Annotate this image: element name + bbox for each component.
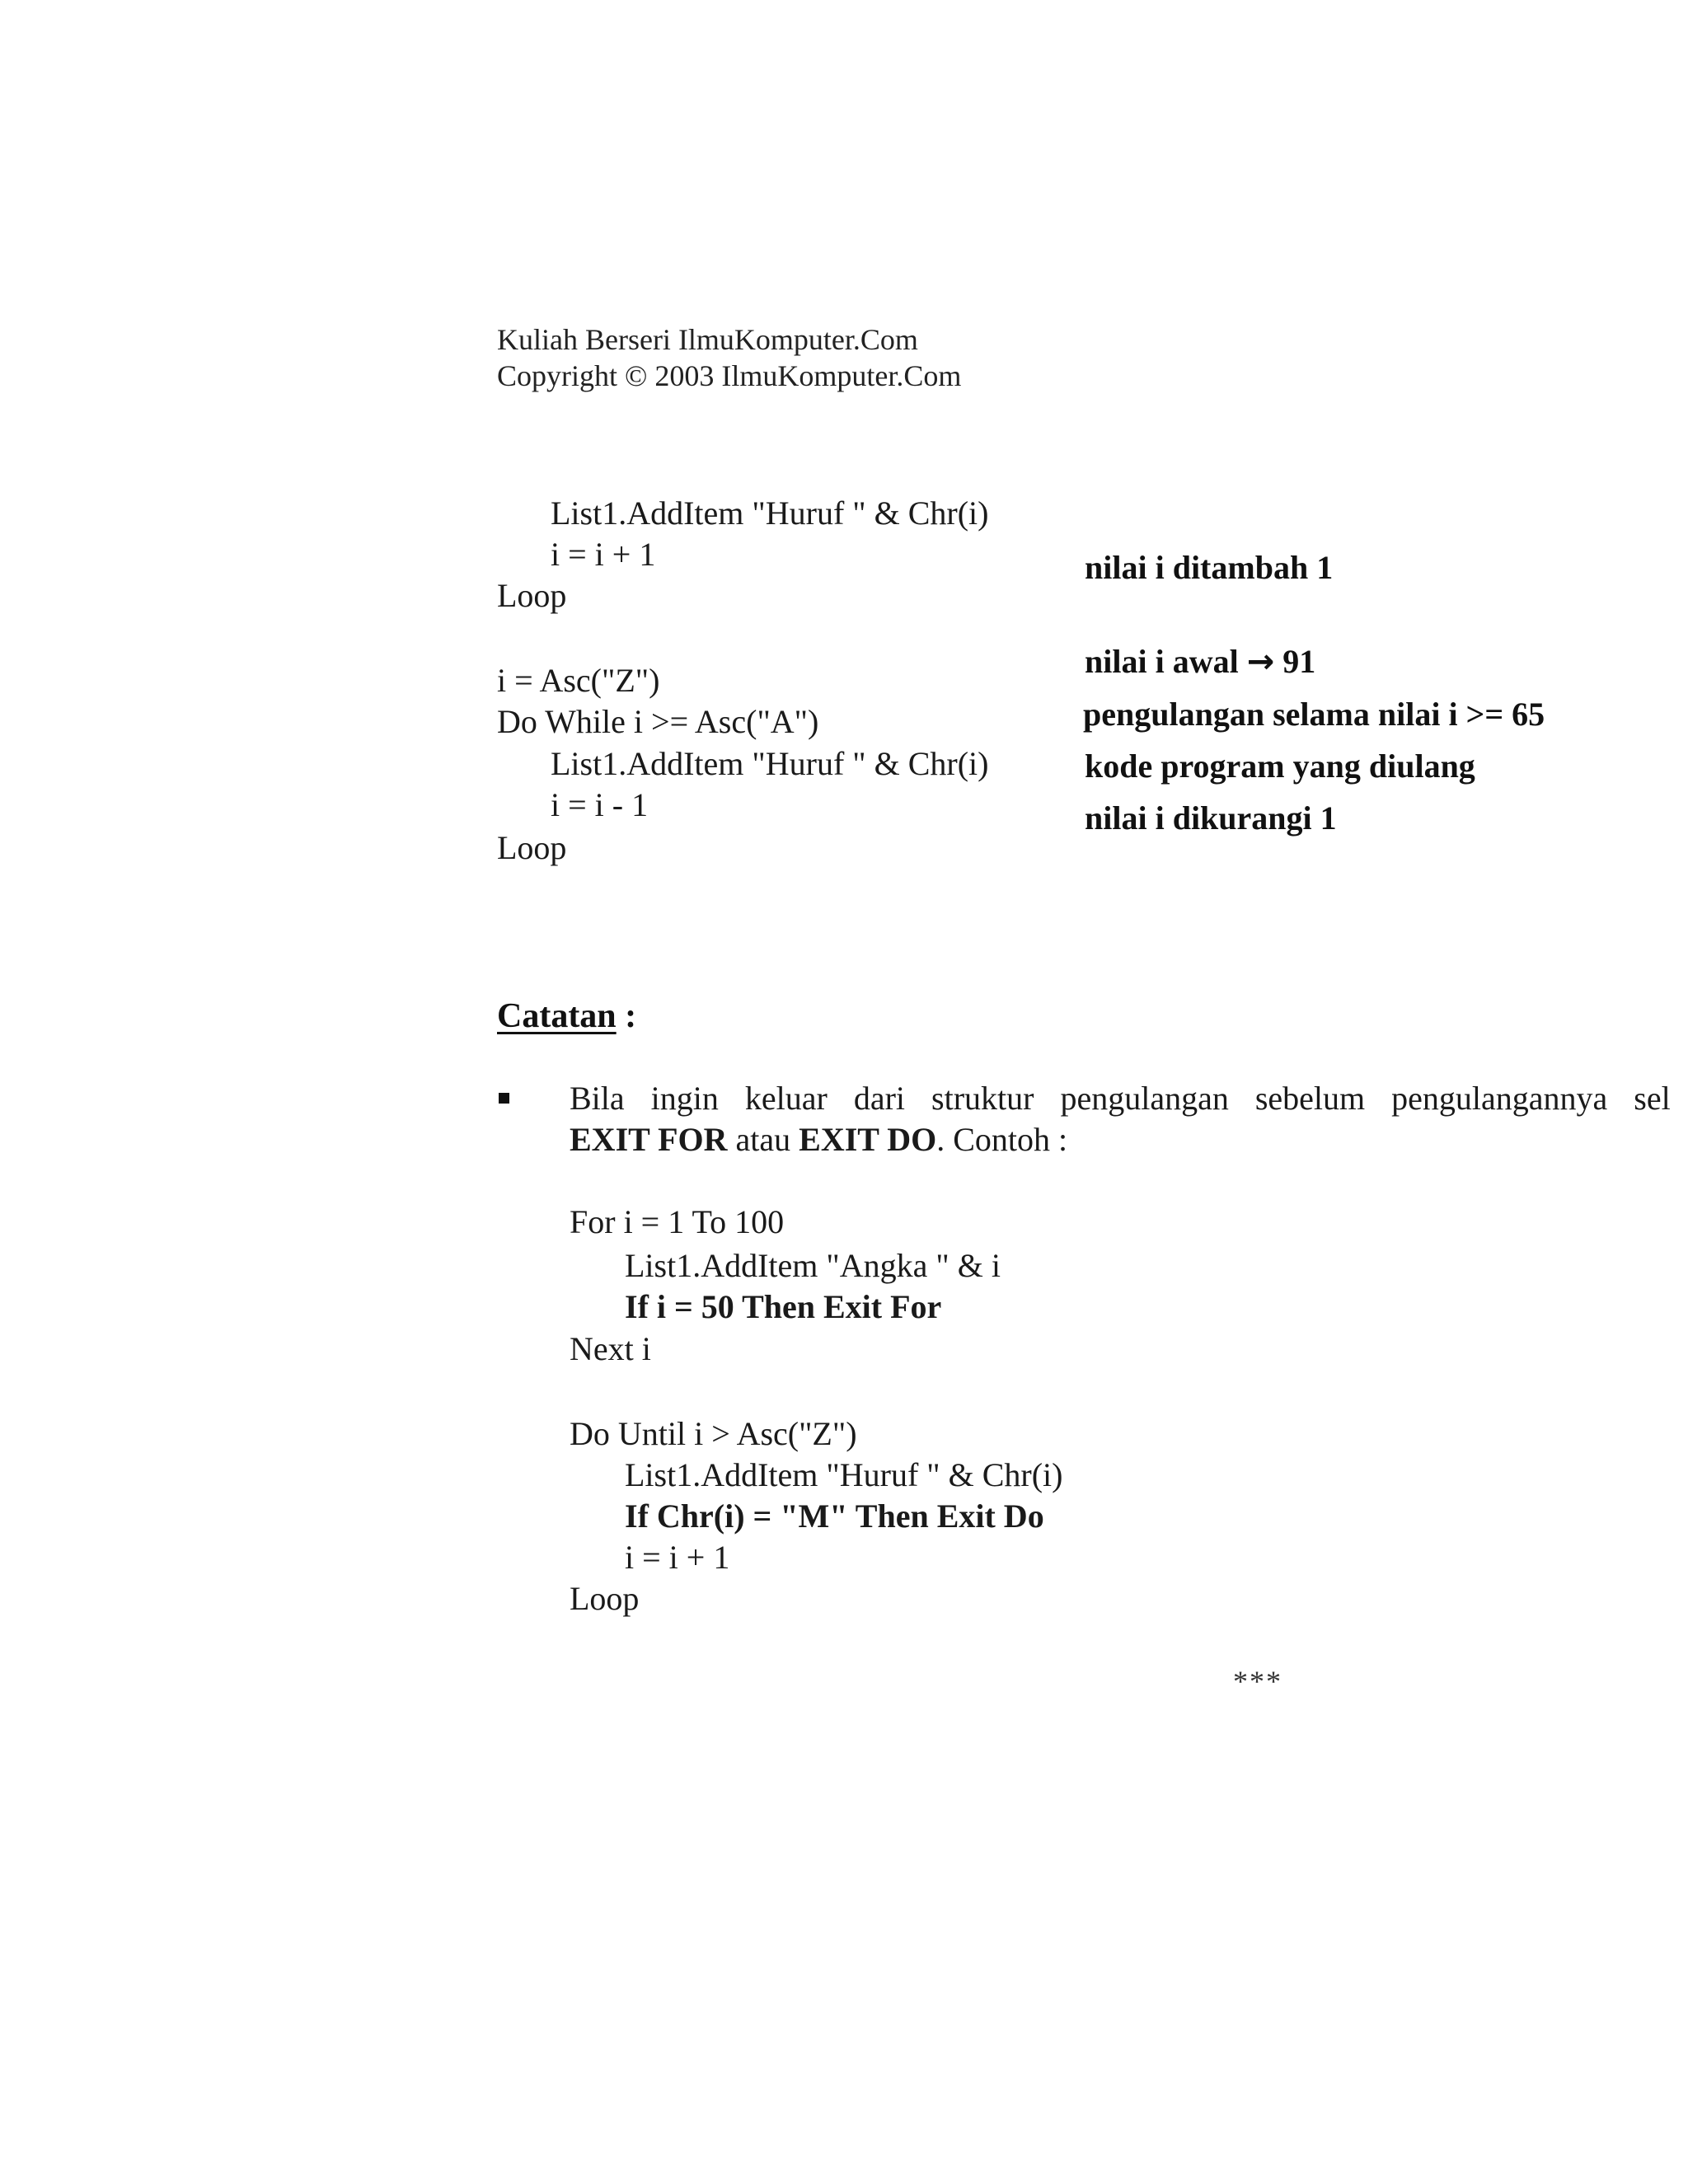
code-line: i = i + 1 [625,1539,730,1576]
code-line: Loop [497,829,567,866]
code-line: List1.AddItem "Huruf " & Chr(i) [625,1456,1063,1493]
note-ditambah: nilai i ditambah 1 [1085,549,1334,586]
code-line: For i = 1 To 100 [570,1203,785,1240]
code-line: If i = 50 Then Exit For [625,1288,942,1325]
header-line-2: Copyright © 2003 IlmuKomputer.Com [497,359,962,392]
note-awal: nilai i awal → 91 [1085,643,1316,681]
code-line: List1.AddItem "Huruf " & Chr(i) [551,494,989,532]
code-line: i = i - 1 [551,786,649,823]
code-line: i = i + 1 [551,536,656,573]
code-line: Loop [570,1580,640,1617]
section-end-stars: *** [1233,1665,1282,1698]
bullet-text-line-2: EXIT FOR atau EXIT DO. Contoh : [570,1121,1068,1158]
code-line: If Chr(i) = "M" Then Exit Do [625,1497,1044,1535]
note-diulang: kode program yang diulang [1085,748,1475,785]
code-line: Loop [497,577,567,614]
code-line: List1.AddItem "Angka " & i [625,1247,1001,1284]
code-line: Next i [570,1330,651,1367]
bullet-text-line-1: Bila ingin keluar dari struktur pengulangan sebelum pengulangannya sel [570,1080,1671,1117]
catatan-heading: Catatan : [497,997,637,1035]
code-line: Do Until i > Asc("Z") [570,1415,857,1452]
header-line-1: Kuliah Berseri IlmuKomputer.Com [497,323,918,356]
note-dikurangi: nilai i dikurangi 1 [1085,799,1337,837]
note-selama: pengulangan selama nilai i >= 65 [1083,696,1545,733]
code-line: Do While i >= Asc("A") [497,703,819,740]
right-arrow-icon: → [1246,643,1275,681]
bullet-square-icon [499,1093,509,1104]
code-line: List1.AddItem "Huruf " & Chr(i) [551,745,989,782]
code-line: i = Asc("Z") [497,662,660,699]
